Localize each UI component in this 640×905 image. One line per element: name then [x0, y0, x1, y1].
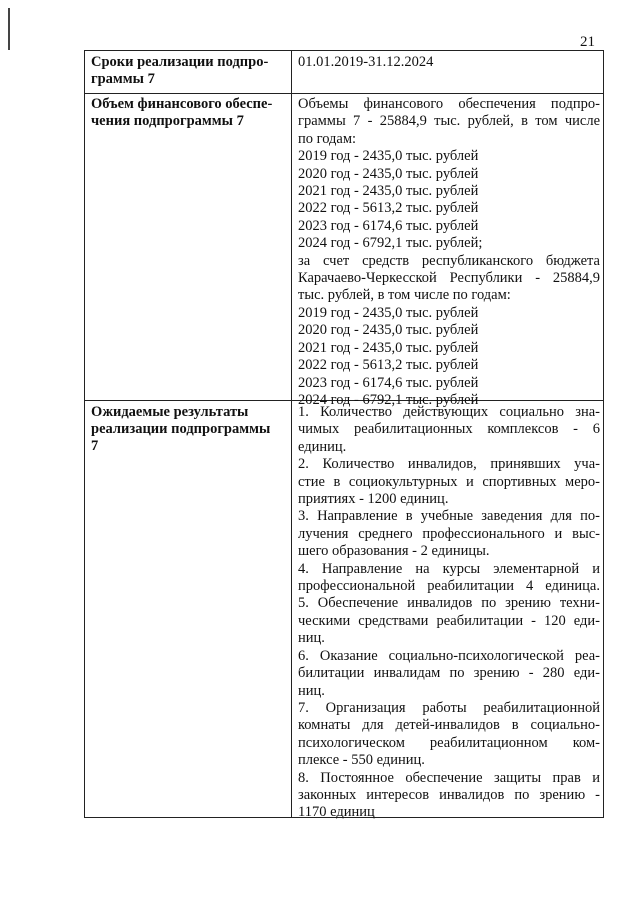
content-line: законных интересов инвалидов по зрению -: [298, 786, 600, 803]
content-line: граммы 7 - 25884,9 тыс. рублей, в том числе: [298, 113, 600, 130]
content-line: 1170 единиц: [298, 804, 375, 821]
content-line: 2023 год - 6174,6 тыс. рублей: [298, 374, 479, 391]
row-label-period: [91, 54, 287, 88]
content-line: 2019 год - 2435,0 тыс. рублей: [298, 148, 479, 165]
content-line: Карачаево-Черкесской Республики - 25884,9: [298, 270, 600, 287]
content-line: 2021 год - 2435,0 тыс. рублей: [298, 183, 479, 200]
content-line: 2021 год - 2435,0 тыс. рублей: [298, 339, 479, 356]
content-line: 3. Направление в учебные заведения для по-: [298, 508, 600, 525]
row-content-period: [298, 54, 600, 71]
content-line: ниц.: [298, 682, 325, 699]
content-line: ческими средствами реабилитации - 120 еди-: [298, 612, 600, 629]
page-number: 21: [580, 34, 595, 50]
content-line: по годам:: [298, 130, 357, 147]
content-line: 2022 год - 5613,2 тыс. рублей: [298, 357, 479, 374]
content-line: 2019 год - 2435,0 тыс. рублей: [298, 304, 479, 321]
content-line: 6. Оказание социально-психологической реа-: [298, 647, 600, 664]
passport-table: [84, 50, 604, 821]
label-line: граммы 7: [91, 71, 155, 87]
label-line: реализации подпрограммы: [91, 421, 271, 437]
content-line: плексе - 550 единиц.: [298, 752, 425, 769]
content-line: 2024 год - 6792,1 тыс. рублей;: [298, 235, 483, 252]
content-line: за счет средств республиканского бюджета: [298, 252, 600, 269]
content-line: шего образования - 2 единицы.: [298, 543, 490, 560]
content-line: единиц.: [298, 438, 347, 455]
content-line: стие в социокультурных и спортивных меро-: [298, 473, 600, 490]
content-line: 8. Постоянное обеспечение защиты прав и: [298, 769, 600, 786]
content-line: 5. Обеспечение инвалидов по зрению техни-: [298, 595, 600, 612]
row-content-financing: [298, 96, 600, 409]
content-line: билитации инвалидам по зрению - 280 еди-: [298, 665, 600, 682]
label-line: Сроки реализации подпро-: [91, 54, 269, 70]
content-line: Объемы финансового обеспечения подпро-: [298, 96, 600, 112]
row-label-results: [91, 404, 287, 455]
content-line: 2023 год - 6174,6 тыс. рублей: [298, 217, 479, 234]
label-line: чения подпрограммы 7: [91, 113, 244, 129]
content-line: 2020 год - 2435,0 тыс. рублей: [298, 165, 479, 182]
content-line: 4. Направление на курсы элементарной и: [298, 560, 600, 577]
page-margin-mark: [8, 8, 10, 50]
column-divider: [291, 51, 292, 817]
content-line: 2. Количество инвалидов, принявших уча-: [298, 456, 600, 473]
content-line: лучения среднего профессионального и выс-: [298, 525, 600, 542]
content-line: 2022 год - 5613,2 тыс. рублей: [298, 200, 479, 217]
content-line: 1. Количество действующих социально зна-: [298, 404, 600, 420]
content-line: ниц.: [298, 630, 325, 647]
content-line: профессиональной реабилитации 4 единица.: [298, 578, 600, 595]
content-line: чимых реабилитационных комплексов - 6: [298, 421, 600, 438]
row-content-results: [298, 404, 600, 822]
content-line: тыс. рублей, в том числе по годам:: [298, 287, 511, 304]
row-label-financing: [91, 96, 287, 130]
content-line: 2020 год - 2435,0 тыс. рублей: [298, 322, 479, 339]
label-line: 7: [91, 438, 99, 454]
row-divider: [85, 93, 603, 94]
content-line: 2024 год - 6792,1 тыс. рублей: [298, 391, 479, 408]
label-line: Ожидаемые результаты: [91, 404, 249, 420]
label-line: Объем финансового обеспе-: [91, 96, 273, 112]
content-line: 7. Организация работы реабилитационной: [298, 699, 600, 716]
content-line: психологическом реабилитационном ком-: [298, 734, 600, 751]
content-line: приятиях - 1200 единиц.: [298, 491, 449, 508]
content-line: комнаты для детей-инвалидов в социально-: [298, 717, 600, 734]
content-line: 01.01.2019-31.12.2024: [298, 54, 434, 70]
